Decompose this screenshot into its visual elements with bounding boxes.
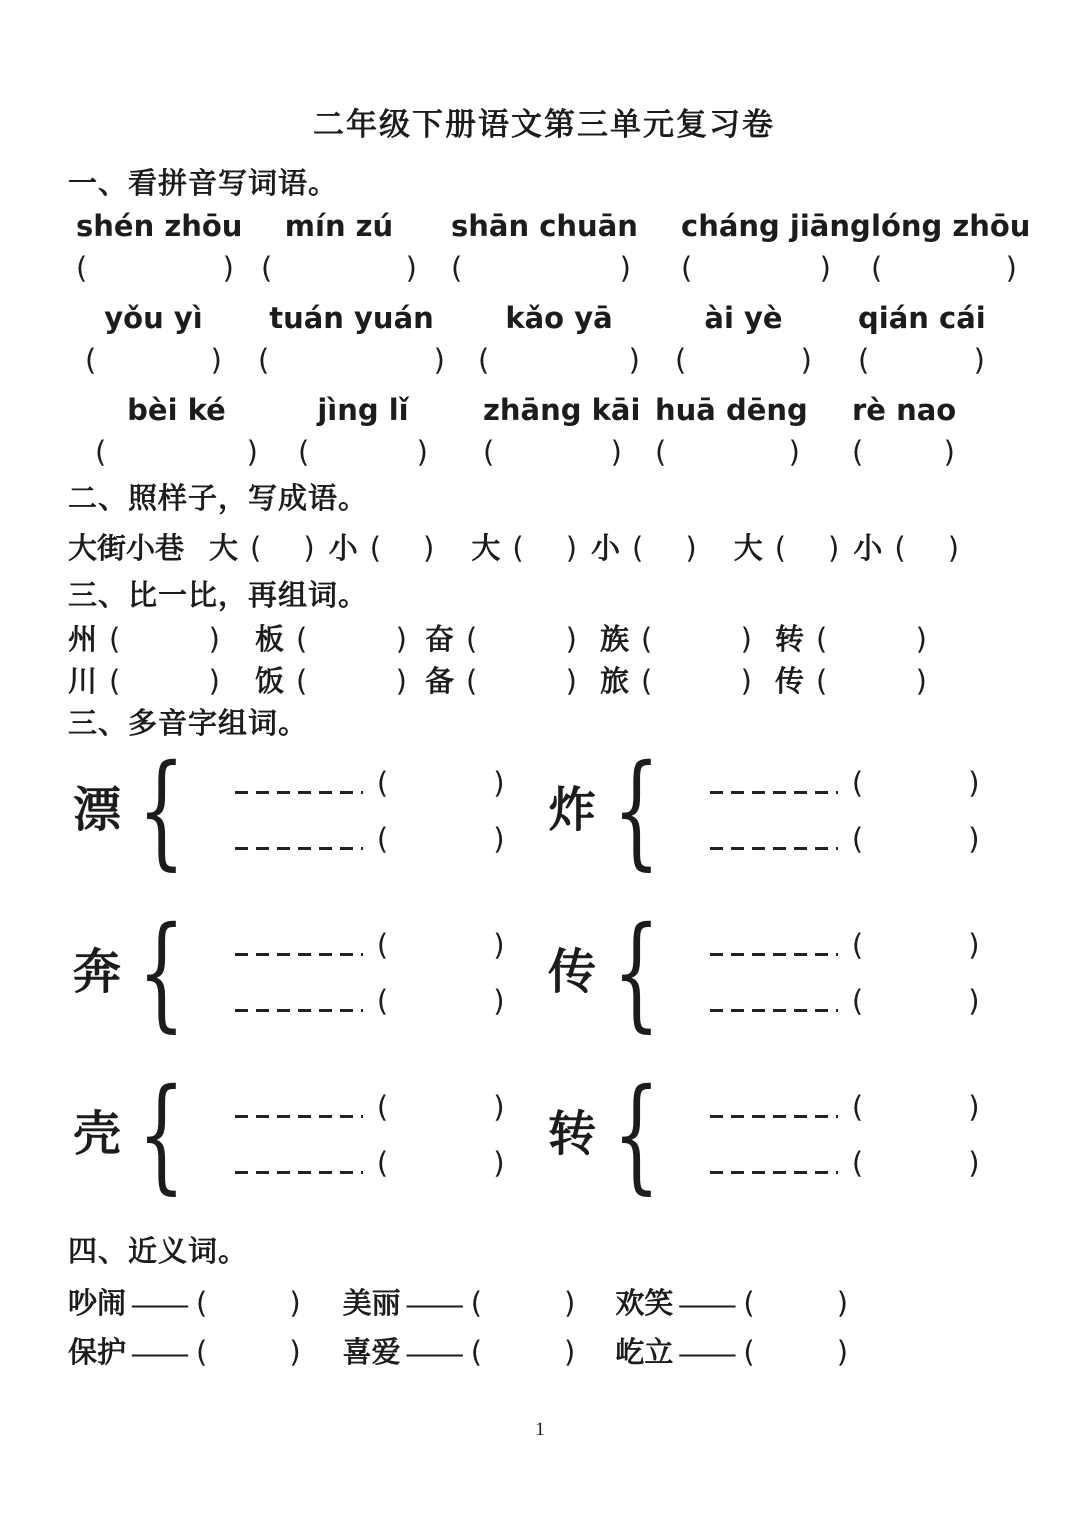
- open-paren: (: [466, 664, 478, 698]
- idiom-example: 大街小巷: [68, 533, 185, 565]
- open-paren: (: [196, 1286, 208, 1320]
- polyphone-line: [235, 823, 505, 855]
- compare-char: 备: [425, 666, 455, 698]
- open-paren: (: [743, 1335, 755, 1369]
- close-paren: ): [915, 664, 927, 698]
- pinyin-word: huā dēng: [655, 393, 808, 427]
- close-paren: ): [416, 435, 428, 469]
- close-paren: ): [788, 435, 800, 469]
- idiom-big-char: 大: [209, 533, 239, 565]
- answer-parens: [871, 250, 1017, 287]
- blank-line: [235, 1171, 363, 1174]
- idiom-pair: [734, 530, 959, 568]
- synonym-word: 喜爱: [342, 1337, 401, 1369]
- close-paren: ): [968, 928, 980, 962]
- open-paren: (: [851, 1146, 864, 1180]
- synonym-item: [615, 1335, 848, 1370]
- close-paren: ): [968, 1090, 980, 1124]
- blank-line: [710, 1009, 838, 1012]
- page-number: 1: [535, 1419, 545, 1440]
- synonym-item: [343, 1286, 576, 1321]
- open-paren: (: [852, 435, 864, 469]
- pinyin-word: mín zú: [284, 209, 394, 243]
- pinyin-cell: [681, 208, 871, 287]
- pinyin-word: rè nao: [852, 393, 957, 427]
- compare-cell: [255, 622, 407, 657]
- brace-icon: {: [612, 1063, 661, 1207]
- polyphone-block: [68, 901, 533, 1045]
- pinyin-word: yǒu yì: [104, 301, 203, 335]
- polyphone-block: [543, 901, 980, 1045]
- close-paren: ): [836, 1335, 849, 1369]
- blank-line: [235, 1115, 363, 1118]
- long-dash: ——: [406, 1288, 461, 1320]
- close-paren: ): [208, 664, 220, 698]
- section3-heading: 三、比一比，再组词。: [68, 580, 369, 612]
- close-paren: ): [395, 664, 407, 698]
- close-paren: ): [303, 531, 315, 565]
- open-paren: (: [466, 622, 478, 656]
- polyphone-line: [235, 767, 505, 799]
- open-paren: (: [376, 822, 389, 856]
- pinyin-word: qián cái: [858, 301, 986, 335]
- close-paren: ): [973, 343, 985, 377]
- section2-heading: 二、照样子，写成语。: [68, 483, 369, 515]
- answer-parens: [85, 342, 222, 379]
- section1-heading: 一、看拼音写词语。: [68, 168, 339, 200]
- answer-parens: [261, 250, 417, 287]
- blank-line: [710, 791, 838, 794]
- synonym-word: 保护: [68, 1337, 127, 1369]
- synonym-word: 美丽: [342, 1288, 401, 1320]
- polyphone-line: [710, 1091, 980, 1123]
- open-paren: (: [470, 1335, 483, 1369]
- pinyin-cell: [852, 392, 955, 471]
- compare-cell: [255, 664, 407, 699]
- compare-char: 板: [255, 624, 285, 656]
- pinyin-group-3: [68, 392, 1020, 471]
- idiom-row: [68, 530, 1020, 568]
- close-paren: ): [800, 343, 812, 377]
- open-paren: (: [851, 822, 864, 856]
- answer-parens: [95, 434, 258, 471]
- open-paren: (: [109, 664, 121, 698]
- idiom-small-char: 小: [853, 533, 883, 565]
- open-paren: (: [296, 622, 308, 656]
- open-paren: (: [470, 1286, 483, 1320]
- polyphone-block: [68, 1063, 533, 1207]
- blank-line: [235, 847, 363, 850]
- open-paren: (: [851, 766, 864, 800]
- close-paren: ): [289, 1335, 301, 1369]
- compare-row: [68, 664, 1020, 699]
- close-paren: ): [1005, 251, 1017, 285]
- blank-line: [235, 791, 363, 794]
- polyphone-line: [710, 985, 980, 1017]
- answer-parens: [858, 342, 985, 379]
- close-paren: ): [565, 531, 578, 565]
- open-paren: (: [376, 766, 389, 800]
- open-paren: (: [376, 1090, 389, 1124]
- pinyin-word: lóng zhōu: [871, 209, 1031, 243]
- long-dash: ——: [679, 1337, 734, 1369]
- close-paren: ): [828, 531, 840, 565]
- polyphone-block: [543, 1063, 980, 1207]
- brace-icon: {: [612, 739, 661, 883]
- answer-parens: [675, 342, 812, 379]
- close-paren: ): [208, 622, 220, 656]
- open-paren: (: [851, 928, 864, 962]
- open-paren: (: [478, 343, 490, 377]
- open-paren: (: [296, 664, 308, 698]
- blank-line: [710, 847, 838, 850]
- close-paren: ): [493, 1090, 505, 1124]
- section4-heading: 三、多音字组词。: [68, 708, 309, 740]
- synonym-item: [343, 1335, 576, 1370]
- open-paren: (: [512, 531, 524, 565]
- close-paren: ): [565, 664, 577, 698]
- brace-icon: {: [137, 739, 186, 883]
- brace-icon: {: [137, 901, 186, 1045]
- polyphone-char: 漂: [72, 784, 121, 837]
- pinyin-group-2: [68, 300, 1020, 379]
- long-dash: ——: [132, 1288, 187, 1320]
- polyphone-lines: [235, 767, 505, 855]
- open-paren: (: [632, 531, 644, 565]
- close-paren: ): [564, 1335, 576, 1369]
- compare-cell: [775, 664, 927, 699]
- pinyin-cell: [871, 208, 1031, 287]
- synonym-item: [615, 1286, 848, 1321]
- compare-char: 州: [68, 624, 98, 656]
- idiom-big-char: 大: [733, 533, 763, 565]
- idiom-pair: [209, 530, 434, 568]
- polyphone-block: [68, 739, 533, 883]
- blank-line: [235, 1009, 363, 1012]
- close-paren: ): [493, 1146, 505, 1180]
- close-paren: ): [915, 622, 927, 656]
- open-paren: (: [376, 984, 389, 1018]
- answer-parens: [483, 434, 622, 471]
- open-paren: (: [681, 251, 693, 285]
- idiom-big-char: 大: [471, 533, 501, 565]
- pinyin-word: shén zhōu: [76, 209, 243, 243]
- worksheet-title: 二年级下册语文第三单元复习卷: [313, 107, 775, 142]
- pinyin-word: cháng jiāng: [681, 209, 871, 243]
- polyphone-lines: [710, 1091, 980, 1179]
- open-paren: (: [258, 343, 270, 377]
- close-paren: ): [423, 531, 435, 565]
- open-paren: (: [451, 251, 463, 285]
- open-paren: (: [76, 251, 88, 285]
- synonym-word: 吵闹: [68, 1288, 127, 1320]
- pinyin-word: kǎo yā: [505, 301, 613, 335]
- compare-char: 奋: [425, 624, 455, 656]
- compare-char: 饭: [255, 666, 285, 698]
- idiom-pair: [471, 530, 696, 568]
- pinyin-cell: [478, 300, 640, 379]
- pinyin-cell: [451, 208, 638, 287]
- open-paren: (: [298, 435, 310, 469]
- answer-parens: [655, 434, 800, 471]
- polyphone-row: [68, 1063, 1020, 1207]
- open-paren: (: [894, 531, 906, 565]
- close-paren: ): [819, 251, 831, 285]
- synonym-row: [68, 1335, 1020, 1370]
- close-paren: ): [289, 1286, 301, 1320]
- answer-parens: [76, 250, 234, 287]
- compare-cell: [68, 664, 220, 699]
- compare-cell: [68, 622, 220, 657]
- open-paren: (: [675, 343, 687, 377]
- close-paren: ): [685, 531, 697, 565]
- open-paren: (: [376, 928, 389, 962]
- compare-cell: [600, 622, 752, 657]
- open-paren: (: [743, 1286, 755, 1320]
- close-paren: ): [943, 435, 955, 469]
- pinyin-word: ài yè: [704, 301, 783, 335]
- pinyin-word: bèi ké: [127, 393, 226, 427]
- open-paren: (: [641, 664, 653, 698]
- answer-parens: [298, 434, 428, 471]
- compare-char: 传: [775, 666, 805, 698]
- open-paren: (: [369, 531, 382, 565]
- polyphone-char: 转: [547, 1108, 596, 1161]
- compare-cell: [600, 664, 752, 699]
- polyphone-lines: [710, 929, 980, 1017]
- polyphone-row: [68, 739, 1020, 883]
- close-paren: ): [968, 766, 980, 800]
- compare-cell: [425, 622, 577, 657]
- long-dash: ——: [406, 1337, 461, 1369]
- open-paren: (: [871, 251, 883, 285]
- open-paren: (: [376, 1146, 389, 1180]
- open-paren: (: [261, 251, 273, 285]
- compare-cell: [775, 622, 927, 657]
- pinyin-cell: [655, 392, 808, 471]
- compare-char: 旅: [600, 666, 630, 698]
- open-paren: (: [858, 343, 870, 377]
- pinyin-cell: [261, 208, 417, 287]
- pinyin-word: jìng lǐ: [317, 393, 409, 427]
- synonym-item: [68, 1335, 301, 1370]
- pinyin-word: shān chuān: [451, 209, 638, 243]
- close-paren: ): [740, 664, 752, 698]
- pinyin-cell: [483, 392, 641, 471]
- pinyin-word: zhāng kāi: [483, 393, 641, 427]
- pinyin-cell: [675, 300, 812, 379]
- close-paren: ): [493, 822, 505, 856]
- close-paren: ): [740, 622, 752, 656]
- polyphone-char: 壳: [72, 1108, 121, 1161]
- polyphone-line: [235, 1147, 505, 1179]
- answer-parens: [451, 250, 631, 287]
- close-paren: ): [968, 984, 980, 1018]
- polyphone-char: 炸: [547, 784, 596, 837]
- close-paren: ): [628, 343, 640, 377]
- answer-parens: [478, 342, 640, 379]
- compare-row: [68, 622, 1020, 657]
- polyphone-line: [710, 767, 980, 799]
- open-paren: (: [196, 1335, 208, 1369]
- open-paren: (: [641, 622, 653, 656]
- blank-line: [235, 953, 363, 956]
- section5-heading: 四、近义词。: [68, 1236, 249, 1268]
- open-paren: (: [483, 435, 495, 469]
- polyphone-line: [710, 823, 980, 855]
- synonym-item: [68, 1286, 301, 1321]
- pinyin-cell: [258, 300, 445, 379]
- polyphone-line: [235, 1091, 505, 1123]
- answer-parens: [681, 250, 831, 287]
- answer-parens: [852, 434, 955, 471]
- idiom-small-char: 小: [591, 533, 621, 565]
- long-dash: ——: [679, 1288, 734, 1320]
- polyphone-block: [543, 739, 980, 883]
- open-paren: (: [655, 435, 667, 469]
- pinyin-cell: [858, 300, 985, 379]
- close-paren: ): [395, 622, 407, 656]
- pinyin-word: tuán yuán: [269, 301, 434, 335]
- compare-char: 川: [68, 666, 98, 698]
- open-paren: (: [851, 984, 864, 1018]
- open-paren: (: [250, 531, 262, 565]
- close-paren: ): [610, 435, 622, 469]
- close-paren: ): [565, 622, 577, 656]
- open-paren: (: [85, 343, 97, 377]
- compare-char: 族: [600, 624, 630, 656]
- pinyin-group-1: [68, 208, 1031, 287]
- blank-line: [710, 953, 838, 956]
- pinyin-cell: [298, 392, 428, 471]
- open-paren: (: [851, 1090, 864, 1124]
- close-paren: ): [405, 251, 417, 285]
- close-paren: ): [493, 984, 505, 1018]
- close-paren: ): [619, 251, 631, 285]
- brace-icon: {: [612, 901, 661, 1045]
- close-paren: ): [564, 1286, 576, 1320]
- polyphone-line: [710, 1147, 980, 1179]
- pinyin-cell: [76, 208, 243, 287]
- polyphone-lines: [710, 767, 980, 855]
- close-paren: ): [947, 531, 960, 565]
- polyphone-lines: [235, 1091, 505, 1179]
- brace-icon: {: [137, 1063, 186, 1207]
- synonym-row: [68, 1286, 1020, 1321]
- polyphone-line: [235, 985, 505, 1017]
- open-paren: (: [95, 435, 107, 469]
- open-paren: (: [109, 622, 121, 656]
- pinyin-cell: [95, 392, 258, 471]
- polyphone-line: [235, 929, 505, 961]
- pinyin-cell: [85, 300, 222, 379]
- open-paren: (: [816, 622, 828, 656]
- close-paren: ): [968, 822, 980, 856]
- polyphone-char: 奔: [72, 946, 121, 999]
- close-paren: ): [836, 1286, 849, 1320]
- synonym-word: 屹立: [615, 1337, 674, 1369]
- close-paren: ): [968, 1146, 980, 1180]
- close-paren: ): [210, 343, 222, 377]
- synonym-word: 欢笑: [615, 1288, 674, 1320]
- polyphone-line: [710, 929, 980, 961]
- close-paren: ): [493, 766, 505, 800]
- polyphone-row: [68, 901, 1020, 1045]
- long-dash: ——: [132, 1337, 187, 1369]
- close-paren: ): [222, 251, 234, 285]
- idiom-small-char: 小: [328, 533, 358, 565]
- blank-line: [710, 1171, 838, 1174]
- compare-cell: [425, 664, 577, 699]
- open-paren: (: [774, 531, 787, 565]
- close-paren: ): [433, 343, 445, 377]
- close-paren: ): [246, 435, 258, 469]
- answer-parens: [258, 342, 445, 379]
- compare-char: 转: [775, 624, 805, 656]
- close-paren: ): [493, 928, 505, 962]
- polyphone-char: 传: [547, 946, 596, 999]
- blank-line: [710, 1115, 838, 1118]
- polyphone-lines: [235, 929, 505, 1017]
- open-paren: (: [816, 664, 828, 698]
